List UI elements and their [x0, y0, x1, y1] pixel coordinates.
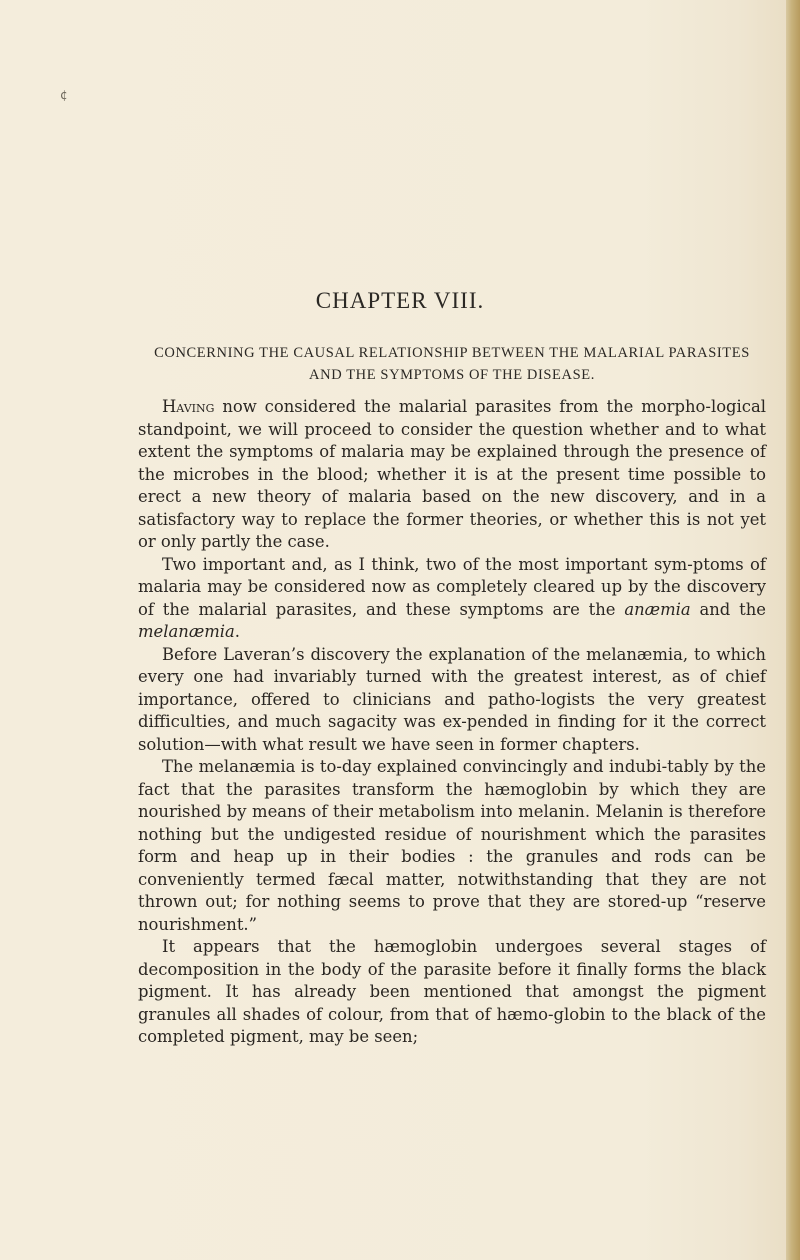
paragraph-2-text-after: . [234, 622, 240, 641]
paragraph-2-text-mid: and the [690, 599, 766, 619]
paragraph-2-text-before: Two important and, as I think, two of the most important sym-ptoms of malaria may be considered now as completely cleared up by the discovery of the malarial parasites, and these symptoms are the [138, 554, 766, 619]
page-mark: ¢ [60, 88, 68, 102]
paragraph-1-text: now considered the malarial parasites from the morpho-logical standpoint, we will proceed to consider the question whether and to what extent the symptoms of malaria may be explained through the presence of the microbes in the blood; whether it is at the present time possible to erect a new theory of malaria based on the new discovery, and in a satisfactory way to replace the former theories, or whether this is not yet or only partly the case. [138, 397, 766, 551]
paragraph-1 [138, 396, 766, 554]
lead-word: Having [162, 397, 215, 416]
term-melanaemia: melanæmia [138, 622, 235, 641]
term-anaemia: anæmia [624, 599, 691, 619]
page-binding-edge [786, 0, 800, 1260]
chapter-subtitle: CONCERNING THE CAUSAL RELATIONSHIP BETWEEN THE MALARIAL PARASITES AND THE SYMPTOMS OF THE DISEASE. [154, 345, 750, 383]
chapter-title: CHAPTER VIII. [315, 288, 485, 313]
paragraph-2 [138, 554, 766, 644]
paragraph-3: Before Laveran’s discovery the explanation of the melanæmia, to which every one had invariably turned with the greatest interest, as of chief importance, offered to clinicians and patho-logists the very greatest difficulties, and much sagacity was ex-pended in finding for it the correct solution—with what result we have seen in former chapters. [138, 644, 766, 754]
paragraph-4: The melanæmia is to-day explained convincingly and indubi-tably by the fact that the parasites transform the hæmoglobin by which they are nourished by means of their metabolism into melanin. Melanin is therefore nothing but the undigested residue of nourishment which the parasites form and heap up in their bodies : the granules and rods can be conveniently termed fæcal matter, notwithstanding that they are not thrown out; for nothing seems to prove that they are stored-up “reserve nourishment.” [138, 757, 766, 934]
paragraph-5: It appears that the hæmoglobin undergoes several stages of decomposition in the body of the parasite before it finally forms the black pigment. It has already been mentioned that amongst the pigment granules all shades of colour, from that of hæmo-globin to the black of the completed pigment, may be seen; [138, 937, 766, 1046]
body-text [138, 396, 766, 1049]
